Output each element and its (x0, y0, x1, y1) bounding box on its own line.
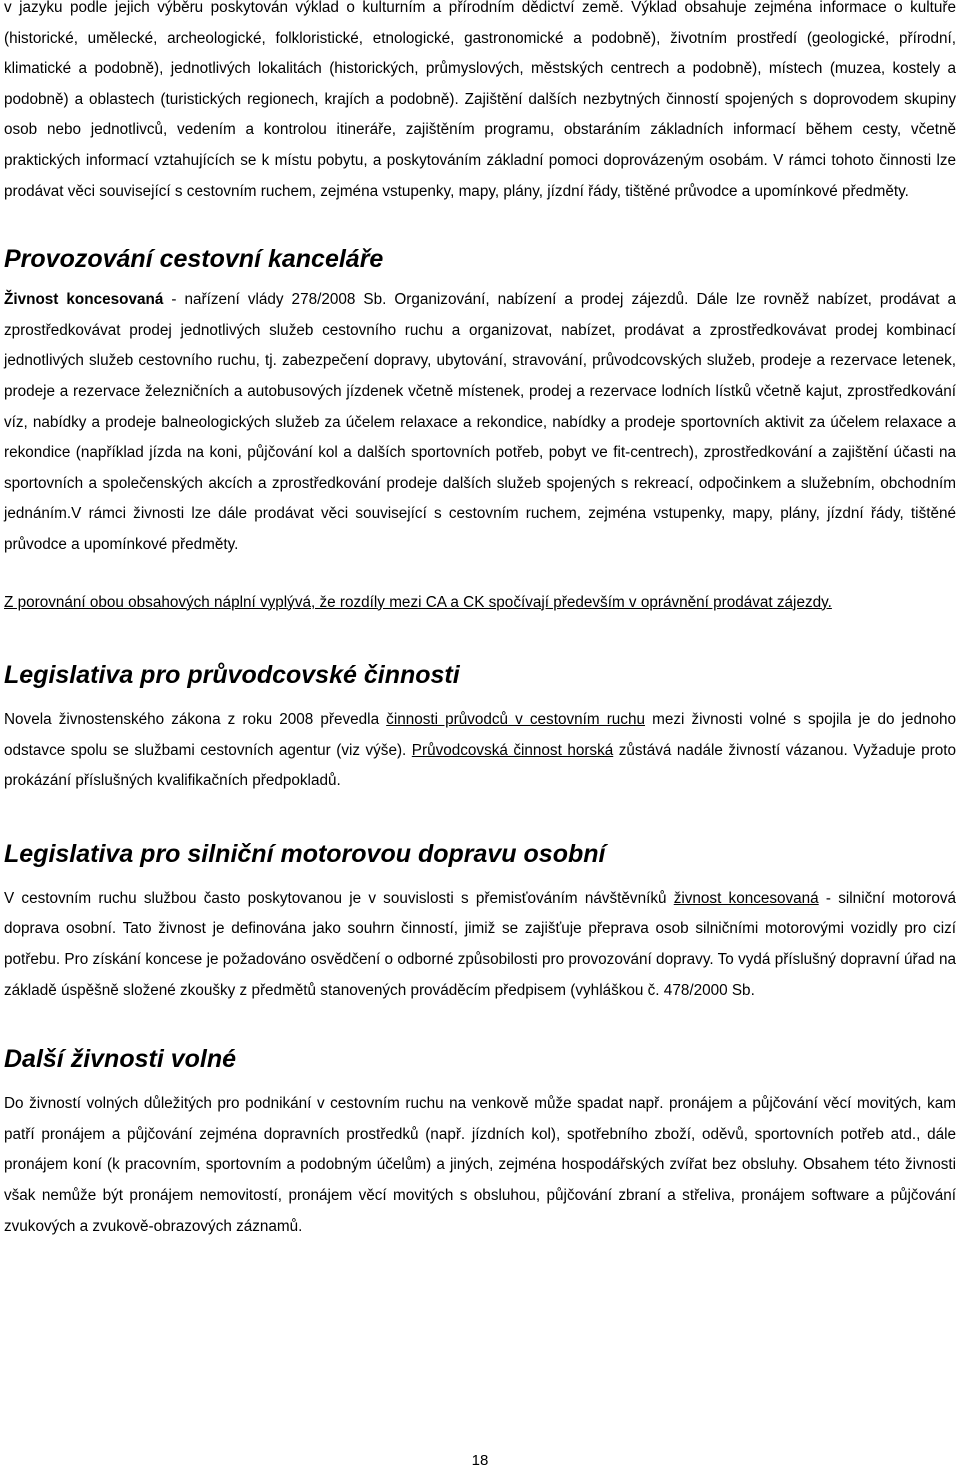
guide-underline-1: činnosti průvodců v cestovním ruchu (386, 711, 645, 729)
intro-paragraph: v jazyku podle jejich výběru poskytován výklad o kulturním a přírodním dědictví země. Výklad obsahuje zejména informace o kultuře (historické, umělecké, archeologické, folkloristické, etnologické, gastronomické a podobně), životním prostředí (geologické, přírodní, klimatické a podobně), jednotlivých lokalitách (historických, průmyslových, městských centrech a podobně), místech (muzea, kostely a podobně) a oblastech (turistických regionech, krajích a podobně). Zajištění dalších nezbytných činností spojených s doprovodem skupiny osob nebo jednotlivců, vedením a kontrolou itineráře, zajištěním programu, obstaráním základních informací během cesty, včetně praktických informací vztahujících se k místu pobytu, a poskytováním základní pomoci doprovázeným osobám. V rámci tohoto činnosti lze prodávat věci související s cestovním ruchem, zejména vstupenky, mapy, plány, jízdní řády, tištěné průvodce a upomínkové předměty. (4, 0, 956, 200)
guide-paragraph (4, 705, 956, 797)
heading-dalsi-zivnosti: Další živnosti volné (4, 1045, 237, 1074)
transport-text-1: V cestovním ruchu službou často poskytovanou je v souvislosti s přemisťováním návštěvníků (4, 889, 674, 907)
comparison-note: Z porovnání obou obsahových náplní vyplývá, že rozdíly mezi CA a CK spočívají především v oprávnění prodávat zájezdy. (4, 593, 832, 611)
transport-text-2: - silniční motorová doprava osobní. Tato živnost je definována jako souhrn činností, jimiž se zajišťuje přeprava osob silničními motorovými vozidly pro cizí potřebu. Pro získání koncese je požadováno osvědčení o odborné způsobilosti pro provozování dopravy. To vydá příslušný dopravní úřad na základě úspěšně složené zkoušky z předmětů stanovených prováděcím předpisem (vyhláškou č. 478/2000 Sb. (4, 889, 956, 999)
heading-cestovni-kancelar: Provozování cestovní kanceláře (4, 245, 384, 274)
heading-pruvodcovske-cinnosti: Legislativa pro průvodcovské činnosti (4, 661, 460, 690)
guide-text-1: Novela živnostenského zákona z roku 2008 převedla (4, 711, 387, 729)
document-page (4, 0, 956, 1242)
transport-paragraph (4, 884, 956, 1006)
guide-text-2: mezi živnosti volné s spojila je do jednoho odstavce spolu se službami cestovních agentur (viz výše). (4, 711, 956, 759)
transport-underline-1: živnost koncesovaná (673, 889, 819, 907)
guide-text-3: zůstává nadále živností vázanou. Vyžaduje proto prokázání příslušných kvalifikačních předpokladů. (4, 741, 956, 790)
heading-silnicni-doprava: Legislativa pro silniční motorovou dopravu osobní (4, 839, 606, 868)
other-paragraph: Do živností volných důležitých pro podnikání v cestovním ruchu na venkově může spadat např. pronájem a půjčování věcí movitých, kam patří pronájem a půjčování zejména dopravních prostředků (např. jízdních kol), spotřebního zboží, oděvů, sportovních potřeb atd., dále pronájem koní (k pracovním, sportovním a podobným účelům) a jiných, zejména hospodářských zvířat bez obsluhy. Obsahem této živnosti však nemůže být pronájem nemovitostí, pronájem věcí movitých s obsluhou, půjčování zbraní a střeliva, pronájem software a půjčování zvukových a zvukově-obrazových záznamů. (4, 1095, 956, 1235)
guide-underline-2: Průvodcovská činnost horská (411, 741, 614, 759)
ck-bold-lead: Živnost koncesovaná (4, 291, 164, 309)
ck-paragraph (4, 285, 956, 560)
ck-body: - nařízení vlády 278/2008 Sb. Organizování, nabízení a prodej zájezdů. Dále lze rovněž nabízet, prodávat a zprostředkovávat prodej jednotlivých služeb cestovního ruchu a organizovat, nabízet, prodávat a zprostředkovávat prodej kombinací jednotlivých služeb cestovního ruchu, tj. zabezpečení dopravy, ubytování, stravování, průvodcovských služeb, prodeje a rezervace letenek, prodeje a rezervace železničních a autobusových jízdenek včetně místenek, prodej a rezervace lodních lístků včetně kajut, zprostředkování víz, nabídky a prodeje balneologických služeb za účelem relaxace a rekondice, nabídky a prodeje sportovních aktivit za účelem relaxace a rekondice (například jízda na koni, půjčování kol a dalších sportovních potřeb, pobyt ve fit-centrech), zprostředkování a zajištění účasti na sportovních a společenských akcích a zprostředkování prodeje dalších služeb spojených s rekreací, odpočinkem a služebním, obchodním jednáním.V rámci živnosti lze dále prodávat věci související s cestovním ruchem, zejména vstupenky, mapy, plány, jízdní řády, tištěné průvodce a upomínkové předměty. (4, 291, 956, 553)
page-number: 18 (471, 1452, 489, 1469)
